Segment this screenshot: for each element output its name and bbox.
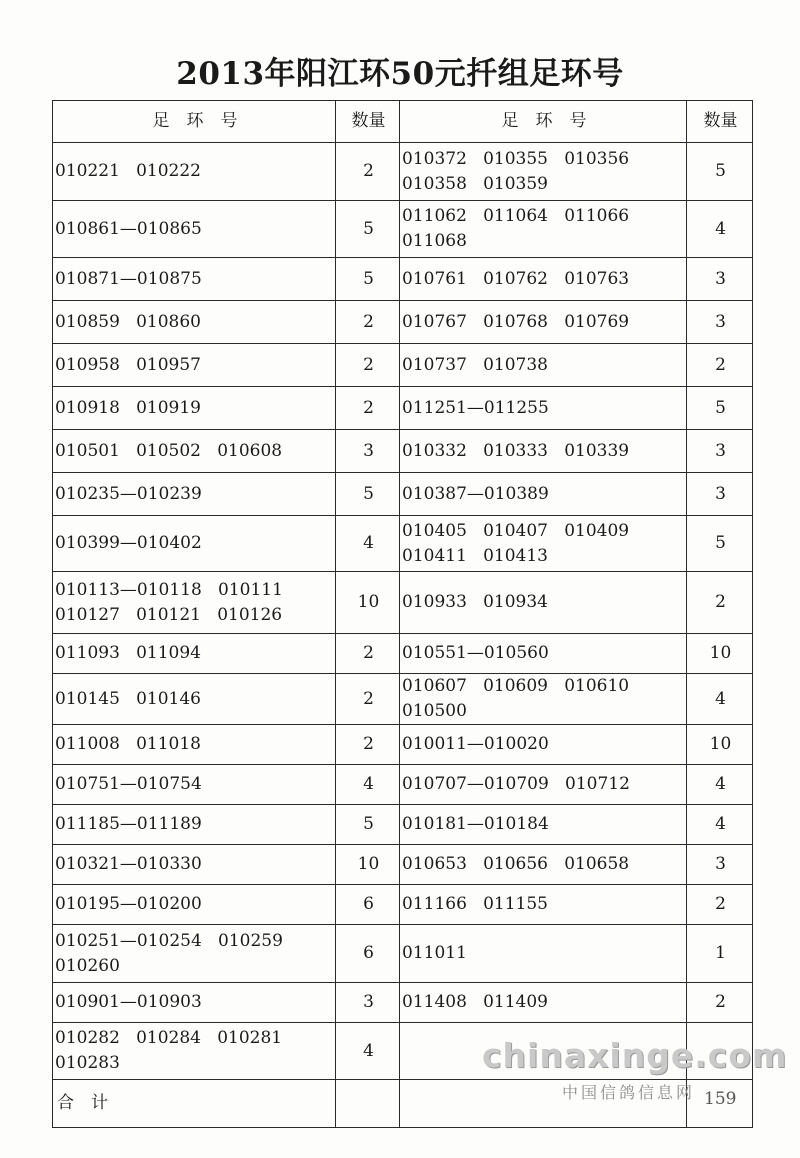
- quantity-right: 5: [687, 143, 753, 201]
- table-row: [53, 885, 753, 925]
- watermark-cn: 中国信鸽信息网: [562, 1083, 696, 1102]
- table-row: [53, 143, 753, 201]
- ring-numbers-left: 010145 010146: [53, 674, 336, 725]
- ring-numbers-left: 010871—010875: [53, 258, 336, 301]
- ring-numbers-left: 010859 010860: [53, 301, 336, 344]
- table-row: [53, 983, 753, 1023]
- quantity-left: 5: [336, 201, 400, 258]
- ring-numbers-left: 010251—010254 010259 010260: [53, 925, 336, 983]
- quantity-right: 4: [687, 765, 753, 805]
- ring-numbers-right: 010761 010762 010763: [400, 258, 687, 301]
- ring-numbers-right: 011408 011409: [400, 983, 687, 1023]
- table-row: [53, 516, 753, 572]
- table-row: [53, 344, 753, 387]
- total-label: 合 计: [53, 1080, 336, 1128]
- table-row: [53, 301, 753, 344]
- ring-numbers-left: 010321—010330: [53, 845, 336, 885]
- table-row: [53, 925, 753, 983]
- header-ring-left: 足 环 号: [53, 101, 336, 143]
- table-row: [53, 765, 753, 805]
- ring-numbers-left: 010399—010402: [53, 516, 336, 572]
- ring-numbers-right: 011011: [400, 925, 687, 983]
- ring-numbers-right: 010551—010560: [400, 634, 687, 674]
- quantity-right: 3: [687, 301, 753, 344]
- ring-numbers-right: 010707—010709 010712: [400, 765, 687, 805]
- ring-numbers-left: 010221 010222: [53, 143, 336, 201]
- ring-numbers-left: 010958 010957: [53, 344, 336, 387]
- quantity-left: 5: [336, 473, 400, 516]
- ring-numbers-right: 010405 010407 010409 010411 010413: [400, 516, 687, 572]
- ring-numbers-left: 010918 010919: [53, 387, 336, 430]
- page-number: 159: [704, 1089, 737, 1109]
- header-row: [53, 101, 753, 143]
- ring-numbers-left: 010235—010239: [53, 473, 336, 516]
- ring-numbers-right: 010181—010184: [400, 805, 687, 845]
- ring-numbers-right: 010767 010768 010769: [400, 301, 687, 344]
- ring-numbers-left: 011008 011018: [53, 725, 336, 765]
- table-row: [53, 387, 753, 430]
- quantity-right: 4: [687, 805, 753, 845]
- table-row: [53, 430, 753, 473]
- quantity-left: 2: [336, 634, 400, 674]
- quantity-left: 2: [336, 344, 400, 387]
- quantity-left: 4: [336, 516, 400, 572]
- header-qty-left: 数量: [336, 101, 400, 143]
- table-row: [53, 805, 753, 845]
- quantity-left: 5: [336, 258, 400, 301]
- ring-numbers-right: 011062 011064 011066 011068: [400, 201, 687, 258]
- total-qty-left: [336, 1080, 400, 1128]
- quantity-left: 2: [336, 301, 400, 344]
- quantity-left: 3: [336, 430, 400, 473]
- table-row: [53, 201, 753, 258]
- header-ring-right: 足 环 号: [400, 101, 687, 143]
- quantity-left: 10: [336, 572, 400, 634]
- quantity-right: 3: [687, 430, 753, 473]
- ring-numbers-right: 010607 010609 010610 010500: [400, 674, 687, 725]
- ring-numbers-right: 010653 010656 010658: [400, 845, 687, 885]
- quantity-right: 10: [687, 634, 753, 674]
- quantity-left: 3: [336, 983, 400, 1023]
- quantity-right: 3: [687, 845, 753, 885]
- quantity-left: 6: [336, 925, 400, 983]
- table-row: [53, 845, 753, 885]
- ring-numbers-left: 010501 010502 010608: [53, 430, 336, 473]
- ring-numbers-right: 011251—011255: [400, 387, 687, 430]
- quantity-left: 10: [336, 845, 400, 885]
- table-row: [53, 572, 753, 634]
- quantity-right: 4: [687, 674, 753, 725]
- table-row: [53, 674, 753, 725]
- ring-numbers-right: 011166 011155: [400, 885, 687, 925]
- ring-numbers-left: 010861—010865: [53, 201, 336, 258]
- quantity-left: 2: [336, 387, 400, 430]
- ring-numbers-right: 010387—010389: [400, 473, 687, 516]
- quantity-right: 2: [687, 344, 753, 387]
- quantity-right: 2: [687, 572, 753, 634]
- table-row: [53, 258, 753, 301]
- page-title: 2013年阳江环50元扦组足环号: [176, 56, 624, 92]
- quantity-right: 2: [687, 885, 753, 925]
- ring-numbers-left: 010901—010903: [53, 983, 336, 1023]
- quantity-left: 2: [336, 674, 400, 725]
- ring-numbers-left: 011093 011094: [53, 634, 336, 674]
- ring-numbers-right: 010933 010934: [400, 572, 687, 634]
- ring-numbers-right: 010372 010355 010356 010358 010359: [400, 143, 687, 201]
- ring-numbers-left: 010751—010754: [53, 765, 336, 805]
- quantity-right: 1: [687, 925, 753, 983]
- ring-number-table: [52, 100, 753, 1128]
- quantity-left: 4: [336, 1023, 400, 1080]
- ring-numbers-left: 010113—010118 010111 010127 010121 010126: [53, 572, 336, 634]
- watermark-site: chinaxinge.com: [482, 1036, 788, 1075]
- quantity-right: 10: [687, 725, 753, 765]
- quantity-right: 5: [687, 387, 753, 430]
- quantity-right: 2: [687, 983, 753, 1023]
- ring-numbers-right: 010737 010738: [400, 344, 687, 387]
- quantity-right: 3: [687, 473, 753, 516]
- ring-numbers-right: 010011—010020: [400, 725, 687, 765]
- quantity-right: 3: [687, 258, 753, 301]
- quantity-left: 5: [336, 805, 400, 845]
- table-row: [53, 473, 753, 516]
- ring-numbers-right: 010332 010333 010339: [400, 430, 687, 473]
- table-row: [53, 634, 753, 674]
- table-row: [53, 725, 753, 765]
- ring-numbers-left: 010195—010200: [53, 885, 336, 925]
- quantity-left: 2: [336, 143, 400, 201]
- quantity-left: 4: [336, 765, 400, 805]
- ring-numbers-left: 011185—011189: [53, 805, 336, 845]
- header-qty-right: 数量: [687, 101, 753, 143]
- quantity-right: 5: [687, 516, 753, 572]
- quantity-right: 4: [687, 201, 753, 258]
- quantity-left: 6: [336, 885, 400, 925]
- ring-numbers-left: 010282 010284 010281 010283: [53, 1023, 336, 1080]
- quantity-left: 2: [336, 725, 400, 765]
